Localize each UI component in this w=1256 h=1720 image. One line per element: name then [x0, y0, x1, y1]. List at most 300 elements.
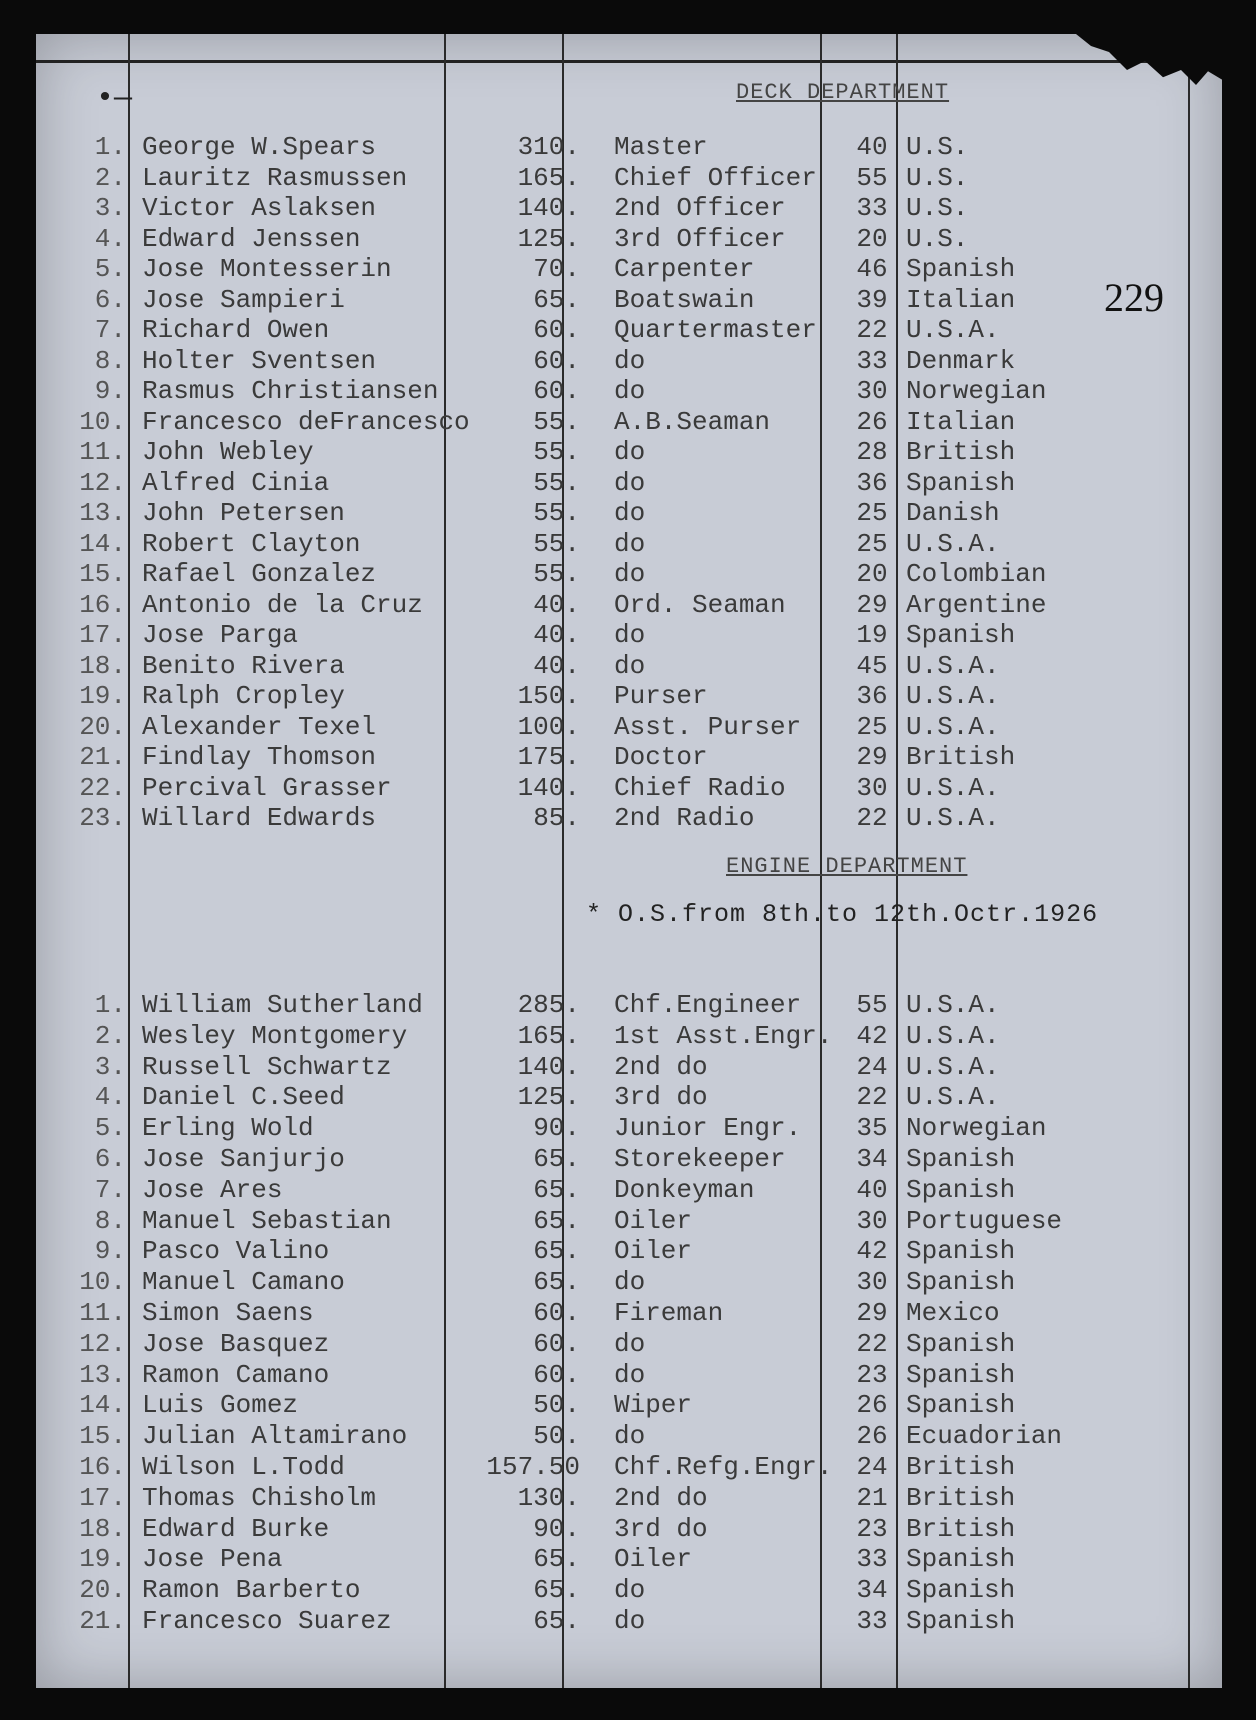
crew-name: Daniel C.Seed: [142, 1082, 345, 1113]
crew-rating: do: [614, 528, 646, 559]
crew-name: Pasco Valino: [142, 1236, 330, 1267]
crew-age: 40: [856, 1174, 888, 1205]
crew-wage: 65.: [533, 1575, 580, 1606]
crew-row: [36, 254, 1222, 284]
crew-age: 34: [856, 1575, 888, 1606]
crew-rating: Oiler: [614, 1544, 693, 1575]
crew-age: 28: [856, 437, 888, 467]
crew-name: Francesco Suarez: [142, 1606, 392, 1636]
crew-name: Rasmus Christiansen: [142, 376, 439, 406]
crew-rating: do: [614, 559, 646, 589]
crew-age: 25: [856, 498, 888, 528]
crew-row: [36, 1206, 1222, 1236]
crew-rating: do: [614, 376, 646, 406]
crew-rating: Doctor: [614, 742, 708, 772]
crew-wage: 60.: [533, 345, 580, 376]
crew-nationality: U.S.A.: [906, 990, 1000, 1020]
crew-nationality: Ecuadorian: [906, 1421, 1063, 1452]
crew-wage: 150.: [517, 681, 580, 711]
crew-row: [36, 1544, 1222, 1574]
crew-nationality: U.S.: [906, 132, 969, 162]
crew-age: 33: [856, 1606, 888, 1636]
crew-wage: 40.: [533, 620, 580, 650]
crew-nationality: Norwegian: [906, 376, 1047, 406]
crew-row: [36, 1514, 1222, 1544]
page-number: 229: [1104, 275, 1164, 320]
crew-age: 42: [856, 1236, 888, 1267]
crew-nationality: Colombian: [906, 559, 1047, 589]
crew-age: 29: [856, 1298, 888, 1328]
crew-wage: 65.: [533, 1236, 580, 1267]
crew-age: 22: [856, 315, 888, 345]
crew-nationality: Spanish: [906, 1328, 1016, 1359]
crew-rating: do: [614, 1421, 646, 1452]
crew-row: [36, 1483, 1222, 1513]
crew-row: [36, 1421, 1222, 1451]
crew-row: [36, 773, 1222, 803]
crew-wage: 65.: [533, 1174, 580, 1205]
row-number: 20.: [79, 1575, 126, 1606]
row-number: 15.: [79, 1421, 126, 1452]
crew-wage: 310.: [517, 132, 580, 162]
row-number: 15.: [79, 559, 126, 589]
crew-name: Jose Ares: [142, 1174, 283, 1205]
crew-name: Jose Basquez: [142, 1328, 330, 1359]
row-number: 4.: [94, 223, 126, 254]
crew-age: 33: [856, 1544, 888, 1575]
crew-age: 25: [856, 711, 888, 742]
crew-wage: 65.: [533, 1544, 580, 1575]
crew-list-sheet: [36, 34, 1222, 1688]
crew-age: 36: [856, 467, 888, 498]
row-number: 9.: [94, 1236, 126, 1267]
crew-row: [36, 1175, 1222, 1205]
top-rule: [36, 60, 1222, 63]
crew-name: Alfred Cinia: [142, 467, 330, 498]
row-number: 12.: [79, 1328, 126, 1359]
crew-name: John Webley: [142, 437, 314, 467]
row-number: 20.: [79, 711, 126, 742]
crew-age: 19: [856, 620, 888, 650]
crew-name: Ramon Barberto: [142, 1575, 361, 1606]
crew-name: John Petersen: [142, 498, 345, 528]
crew-nationality: U.S.A.: [906, 1020, 1000, 1051]
crew-row: [36, 742, 1222, 772]
crew-wage: 65.: [533, 1144, 580, 1174]
crew-age: 45: [856, 650, 888, 681]
crew-wage: 140.: [517, 772, 580, 803]
crew-name: Richard Owen: [142, 315, 330, 345]
row-number: 18.: [79, 1513, 126, 1544]
ink-mark: •—: [96, 82, 133, 116]
row-number: 19.: [79, 681, 126, 711]
row-number: 1.: [94, 990, 126, 1020]
crew-name: Jose Sanjurjo: [142, 1144, 345, 1174]
crew-nationality: Spanish: [906, 467, 1016, 498]
crew-rating: Chief Officer: [614, 162, 817, 193]
crew-age: 20: [856, 223, 888, 254]
crew-row: [36, 681, 1222, 711]
crew-wage: 157.50: [486, 1452, 580, 1482]
row-number: 21.: [79, 742, 126, 772]
crew-age: 24: [856, 1452, 888, 1482]
row-number: 5.: [94, 254, 126, 284]
crew-nationality: U.S.A.: [906, 1082, 1000, 1113]
crew-age: 42: [856, 1020, 888, 1051]
crew-rating: Junior Engr.: [614, 1113, 802, 1144]
crew-row: [36, 1113, 1222, 1143]
crew-age: 55: [856, 162, 888, 193]
crew-row: [36, 559, 1222, 589]
crew-row: [36, 163, 1222, 193]
row-number: 19.: [79, 1544, 126, 1575]
crew-age: 23: [856, 1513, 888, 1544]
crew-rating: Quartermaster: [614, 315, 817, 345]
crew-wage: 60.: [533, 1298, 580, 1328]
crew-rating: Ord. Seaman: [614, 589, 786, 620]
crew-wage: 90.: [533, 1113, 580, 1144]
crew-rating: do: [614, 437, 646, 467]
crew-wage: 285.: [517, 990, 580, 1020]
crew-row: [36, 1606, 1222, 1636]
crew-wage: 40.: [533, 589, 580, 620]
row-number: 11.: [79, 1298, 126, 1328]
crew-rating: Fireman: [614, 1298, 724, 1328]
row-number: 18.: [79, 650, 126, 681]
row-number: 21.: [79, 1606, 126, 1636]
crew-rating: 3rd Officer: [614, 223, 786, 254]
crew-name: Edward Jenssen: [142, 223, 361, 254]
crew-nationality: Denmark: [906, 345, 1016, 376]
crew-wage: 90.: [533, 1513, 580, 1544]
crew-nationality: Norwegian: [906, 1113, 1047, 1144]
crew-nationality: Spanish: [906, 1359, 1016, 1390]
row-number: 10.: [79, 406, 126, 437]
crew-rating: do: [614, 1606, 646, 1636]
crew-name: Manuel Camano: [142, 1267, 345, 1298]
torn-corner: [1076, 28, 1226, 88]
crew-rating: 3rd do: [614, 1082, 708, 1113]
crew-rating: do: [614, 1328, 646, 1359]
crew-name: Edward Burke: [142, 1513, 330, 1544]
row-number: 4.: [94, 1082, 126, 1113]
crew-name: Holter Sventsen: [142, 345, 377, 376]
crew-rating: 2nd do: [614, 1051, 708, 1082]
crew-rating: do: [614, 1267, 646, 1298]
crew-row: [36, 1329, 1222, 1359]
crew-row: [36, 1360, 1222, 1390]
crew-nationality: U.S.A.: [906, 650, 1000, 681]
crew-age: 22: [856, 1328, 888, 1359]
row-number: 6.: [94, 1144, 126, 1174]
crew-row: [36, 1021, 1222, 1051]
crew-row: [36, 315, 1222, 345]
crew-row: [36, 407, 1222, 437]
crew-name: Findlay Thomson: [142, 742, 377, 772]
crew-nationality: Spanish: [906, 620, 1016, 650]
crew-name: Wesley Montgomery: [142, 1020, 408, 1051]
row-number: 22.: [79, 772, 126, 803]
crew-row: [36, 1144, 1222, 1174]
crew-wage: 60.: [533, 1328, 580, 1359]
crew-nationality: Spanish: [906, 1174, 1016, 1205]
crew-name: William Sutherland: [142, 990, 423, 1020]
row-number: 2.: [94, 162, 126, 193]
crew-age: 20: [856, 559, 888, 589]
crew-nationality: Spanish: [906, 1267, 1016, 1298]
crew-nationality: Italian: [906, 406, 1016, 437]
crew-age: 30: [856, 376, 888, 406]
crew-wage: 125.: [517, 1082, 580, 1113]
crew-name: Ramon Camano: [142, 1359, 330, 1390]
crew-name: Russell Schwartz: [142, 1051, 392, 1082]
crew-wage: 55.: [533, 528, 580, 559]
crew-rating: Chf.Refg.Engr.: [614, 1452, 833, 1482]
crew-nationality: Spanish: [906, 1544, 1016, 1575]
crew-nationality: Spanish: [906, 254, 1016, 284]
crew-rating: A.B.Seaman: [614, 406, 771, 437]
crew-wage: 65.: [533, 1606, 580, 1636]
crew-age: 30: [856, 1205, 888, 1236]
crew-rating: do: [614, 1575, 646, 1606]
crew-age: 36: [856, 681, 888, 711]
crew-rating: Chf.Engineer: [614, 990, 802, 1020]
crew-rating: Oiler: [614, 1205, 693, 1236]
row-number: 5.: [94, 1113, 126, 1144]
crew-age: 33: [856, 345, 888, 376]
crew-row: [36, 132, 1222, 162]
crew-age: 30: [856, 1267, 888, 1298]
row-number: 12.: [79, 467, 126, 498]
crew-rating: Oiler: [614, 1236, 693, 1267]
crew-name: Jose Parga: [142, 620, 299, 650]
crew-nationality: U.S.A.: [906, 772, 1000, 803]
crew-row: [36, 990, 1222, 1020]
crew-wage: 55.: [533, 498, 580, 528]
crew-wage: 55.: [533, 467, 580, 498]
crew-rating: Master: [614, 132, 708, 162]
crew-rating: 1st Asst.Engr.: [614, 1020, 833, 1051]
crew-row: [36, 1390, 1222, 1420]
crew-age: 39: [856, 284, 888, 315]
crew-name: Jose Pena: [142, 1544, 283, 1575]
crew-rating: Boatswain: [614, 284, 755, 315]
row-number: 17.: [79, 1482, 126, 1513]
crew-nationality: Spanish: [906, 1575, 1016, 1606]
crew-wage: 85.: [533, 803, 580, 833]
crew-row: [36, 224, 1222, 254]
row-number: 13.: [79, 498, 126, 528]
crew-age: 22: [856, 803, 888, 833]
crew-wage: 40.: [533, 650, 580, 681]
crew-name: Benito Rivera: [142, 650, 345, 681]
crew-age: 40: [856, 132, 888, 162]
crew-wage: 50.: [533, 1390, 580, 1421]
crew-wage: 140.: [517, 193, 580, 223]
row-number: 6.: [94, 284, 126, 315]
crew-nationality: Spanish: [906, 1236, 1016, 1267]
crew-wage: 65.: [533, 284, 580, 315]
crew-nationality: U.S.: [906, 162, 969, 193]
crew-age: 55: [856, 990, 888, 1020]
crew-name: Victor Aslaksen: [142, 193, 377, 223]
row-number: 3.: [94, 1051, 126, 1082]
ordinary-seaman-note: * O.S.from 8th.to 12th.Octr.1926: [586, 900, 1099, 929]
row-number: 17.: [79, 620, 126, 650]
crew-rating: do: [614, 1359, 646, 1390]
crew-wage: 65.: [533, 1205, 580, 1236]
crew-name: Robert Clayton: [142, 528, 361, 559]
crew-wage: 65.: [533, 1267, 580, 1298]
crew-rating: 2nd Officer: [614, 193, 786, 223]
crew-age: 35: [856, 1113, 888, 1144]
row-number: 16.: [79, 589, 126, 620]
crew-rating: do: [614, 467, 646, 498]
crew-rating: do: [614, 498, 646, 528]
crew-name: Jose Montesserin: [142, 254, 392, 284]
crew-age: 25: [856, 528, 888, 559]
crew-wage: 50.: [533, 1421, 580, 1452]
row-number: 13.: [79, 1359, 126, 1390]
crew-name: George W.Spears: [142, 132, 377, 162]
crew-name: Alexander Texel: [142, 711, 377, 742]
row-number: 3.: [94, 193, 126, 223]
crew-name: Antonio de la Cruz: [142, 589, 423, 620]
row-number: 7.: [94, 315, 126, 345]
crew-name: Thomas Chisholm: [142, 1482, 377, 1513]
crew-wage: 100.: [517, 711, 580, 742]
crew-rating: do: [614, 620, 646, 650]
crew-nationality: Spanish: [906, 1606, 1016, 1636]
crew-row: [36, 1236, 1222, 1266]
crew-nationality: British: [906, 1482, 1016, 1513]
engine-department-heading: ENGINE DEPARTMENT: [726, 854, 968, 879]
crew-nationality: U.S.: [906, 223, 969, 254]
crew-row: [36, 803, 1222, 833]
crew-age: 26: [856, 1390, 888, 1421]
crew-nationality: Spanish: [906, 1390, 1016, 1421]
crew-row: [36, 1575, 1222, 1605]
crew-row: [36, 529, 1222, 559]
crew-name: Luis Gomez: [142, 1390, 299, 1421]
crew-nationality: British: [906, 1452, 1016, 1482]
crew-name: Wilson L.Todd: [142, 1452, 345, 1482]
crew-row: [36, 712, 1222, 742]
crew-nationality: Spanish: [906, 1144, 1016, 1174]
crew-row: [36, 193, 1222, 223]
crew-nationality: Italian: [906, 284, 1016, 315]
crew-age: 34: [856, 1144, 888, 1174]
crew-wage: 55.: [533, 406, 580, 437]
deck-department-heading: DECK DEPARTMENT: [736, 80, 950, 105]
row-number: 9.: [94, 376, 126, 406]
crew-wage: 165.: [517, 1020, 580, 1051]
crew-row: [36, 651, 1222, 681]
crew-age: 22: [856, 1082, 888, 1113]
crew-name: Julian Altamirano: [142, 1421, 408, 1452]
crew-rating: Chief Radio: [614, 772, 786, 803]
crew-wage: 60.: [533, 376, 580, 406]
crew-row: [36, 285, 1222, 315]
row-number: 16.: [79, 1452, 126, 1482]
row-number: 11.: [79, 437, 126, 467]
crew-rating: 2nd Radio: [614, 803, 755, 833]
row-number: 10.: [79, 1267, 126, 1298]
row-number: 2.: [94, 1020, 126, 1051]
crew-name: Simon Saens: [142, 1298, 314, 1328]
row-number: 14.: [79, 528, 126, 559]
row-number: 23.: [79, 803, 126, 833]
crew-nationality: U.S.A.: [906, 528, 1000, 559]
crew-name: Erling Wold: [142, 1113, 314, 1144]
crew-name: Francesco deFrancesco: [142, 406, 470, 437]
crew-wage: 55.: [533, 437, 580, 467]
crew-rating: 3rd do: [614, 1513, 708, 1544]
crew-age: 30: [856, 772, 888, 803]
crew-age: 24: [856, 1051, 888, 1082]
crew-wage: 165.: [517, 162, 580, 193]
crew-age: 29: [856, 742, 888, 772]
crew-row: [36, 1082, 1222, 1112]
crew-row: [36, 1267, 1222, 1297]
crew-row: [36, 437, 1222, 467]
crew-row: [36, 376, 1222, 406]
crew-nationality: Argentine: [906, 589, 1047, 620]
crew-row: [36, 590, 1222, 620]
crew-wage: 70.: [533, 254, 580, 284]
crew-wage: 175.: [517, 742, 580, 772]
crew-name: Lauritz Rasmussen: [142, 162, 408, 193]
crew-nationality: British: [906, 742, 1016, 772]
crew-name: Ralph Cropley: [142, 681, 345, 711]
row-number: 14.: [79, 1390, 126, 1421]
crew-name: Rafael Gonzalez: [142, 559, 377, 589]
row-number: 1.: [94, 132, 126, 162]
crew-rating: Purser: [614, 681, 708, 711]
crew-nationality: British: [906, 1513, 1016, 1544]
crew-age: 29: [856, 589, 888, 620]
crew-nationality: U.S.: [906, 193, 969, 223]
crew-wage: 60.: [533, 1359, 580, 1390]
crew-age: 33: [856, 193, 888, 223]
crew-nationality: U.S.A.: [906, 681, 1000, 711]
crew-rating: Wiper: [614, 1390, 693, 1421]
crew-rating: do: [614, 345, 646, 376]
crew-age: 21: [856, 1482, 888, 1513]
crew-nationality: U.S.A.: [906, 803, 1000, 833]
crew-name: Manuel Sebastian: [142, 1205, 392, 1236]
crew-age: 26: [856, 1421, 888, 1452]
crew-nationality: Portuguese: [906, 1205, 1063, 1236]
crew-wage: 140.: [517, 1051, 580, 1082]
crew-name: Willard Edwards: [142, 803, 377, 833]
crew-wage: 130.: [517, 1482, 580, 1513]
crew-row: [36, 620, 1222, 650]
crew-wage: 60.: [533, 315, 580, 345]
crew-row: [36, 468, 1222, 498]
crew-rating: Carpenter: [614, 254, 755, 284]
crew-row: [36, 346, 1222, 376]
crew-row: [36, 1298, 1222, 1328]
row-number: 8.: [94, 345, 126, 376]
crew-wage: 55.: [533, 559, 580, 589]
crew-row: [36, 1052, 1222, 1082]
crew-nationality: U.S.A.: [906, 711, 1000, 742]
crew-age: 46: [856, 254, 888, 284]
crew-nationality: U.S.A.: [906, 315, 1000, 345]
row-number: 8.: [94, 1205, 126, 1236]
crew-nationality: British: [906, 437, 1016, 467]
